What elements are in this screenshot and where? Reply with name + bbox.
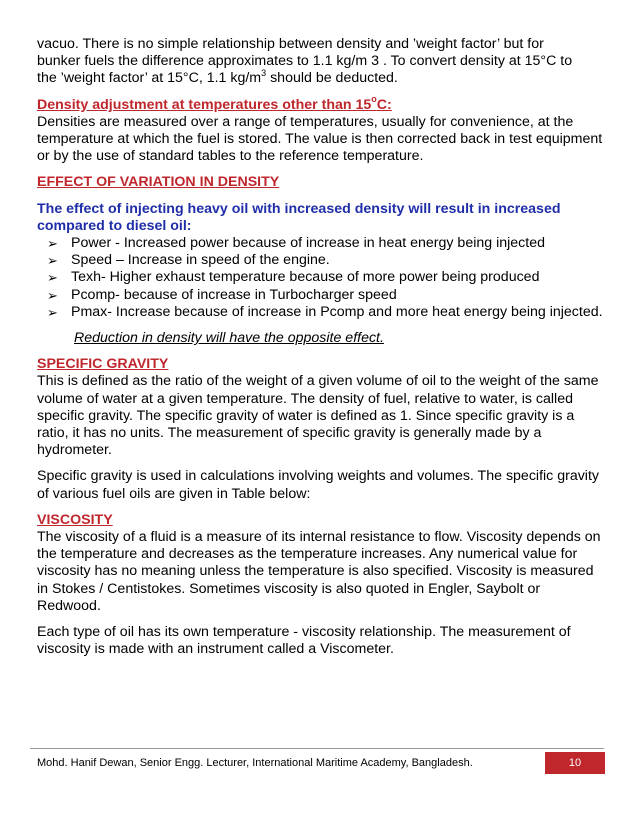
list-item: ➢ Pcomp- because of increase in Turbocharger speed: [47, 286, 397, 303]
density-adjustment-body: Densities are measured over a range of temperatures, usually for convenience, at the temperature at which the fuel is stored. The value is then corrected back in test equipment or by the use of standard tables to the reference temperature.: [37, 113, 603, 165]
intro-line-2: bunker fuels the difference approximates to 1.1 kg/m 3 . To convert density at 15°C to: [37, 53, 573, 70]
effect-heading: EFFECT OF VARIATION IN DENSITY: [37, 174, 280, 191]
page-number: 10: [545, 752, 605, 774]
intro-paragraph: [37, 36, 603, 88]
viscosity-paragraph-1: The viscosity of a fluid is a measure of its internal resistance to flow. Viscosity depends on the temperature and decreases as the temperature increases. Any numerical value for viscosity has no meaning unless the temperature is also specified. Viscosity is measured in Stokes / Centistokes. Sometimes viscosity is also quoted in Engler, Saybolt or Redwood.: [37, 529, 601, 614]
arrow-bullet-icon: ➢: [47, 236, 58, 252]
intro-superscript: 3: [261, 67, 267, 78]
specific-gravity-heading: SPECIFIC GRAVITY: [37, 356, 169, 373]
intro-line-1: vacuo. There is no simple relationship between density and ’weight factor’ but for: [37, 36, 544, 52]
list-item: ➢ Power - Increased power because of increase in heat energy being injected: [47, 235, 545, 252]
intro-line-3-end: should be deducted.: [266, 70, 398, 87]
arrow-bullet-icon: ➢: [47, 270, 58, 286]
effect-note: Reduction in density will have the opposite effect.: [74, 330, 384, 347]
arrow-bullet-icon: ➢: [47, 253, 58, 269]
specific-gravity-paragraph-2: Specific gravity is used in calculations involving weights and volumes. The specific gravity of various fuel oils are given in Table below:: [37, 468, 599, 502]
list-item: ➢ Speed – Increase in speed of the engine.: [47, 252, 330, 269]
effect-list: [37, 235, 603, 321]
page-content: [37, 36, 603, 659]
arrow-bullet-icon: ➢: [47, 287, 58, 303]
specific-gravity-paragraph-1: This is defined as the ratio of the weight of a given volume of oil to the weight of the same volume of water at a given temperature. The density of fuel, relative to water, is called specific gravity. The specific gravity of water is defined as 1. Since specific gravity is a ratio, it has no units. The measurement of specific gravity is generally made by a hydrometer.: [37, 373, 599, 459]
intro-line-3: the ’weight factor’ at 15°C, 1.1 kg/m: [37, 70, 262, 87]
list-item: ➢ Pmax- Increase because of increase in Pcomp and more heat energy being injected.: [47, 303, 603, 320]
viscosity-paragraph-2: Each type of oil has its own temperature - viscosity relationship. The measurement of viscosity is made with an instrument called a Viscometer.: [37, 624, 571, 658]
effect-subheading: The effect of injecting heavy oil with increased density will result in increased compared to diesel oil:: [37, 200, 561, 234]
list-item: ➢ Texh- Higher exhaust temperature because of more power being produced: [47, 269, 540, 286]
footer-author: Mohd. Hanif Dewan, Senior Engg. Lecturer, International Maritime Academy, Bangladesh.: [37, 757, 473, 769]
arrow-bullet-icon: ➢: [47, 304, 58, 320]
density-adjustment-heading: Density adjustment at temperatures other than 15$^o$C:: [37, 93, 392, 113]
footer-divider: [30, 748, 604, 749]
viscosity-heading: VISCOSITY: [37, 511, 113, 528]
